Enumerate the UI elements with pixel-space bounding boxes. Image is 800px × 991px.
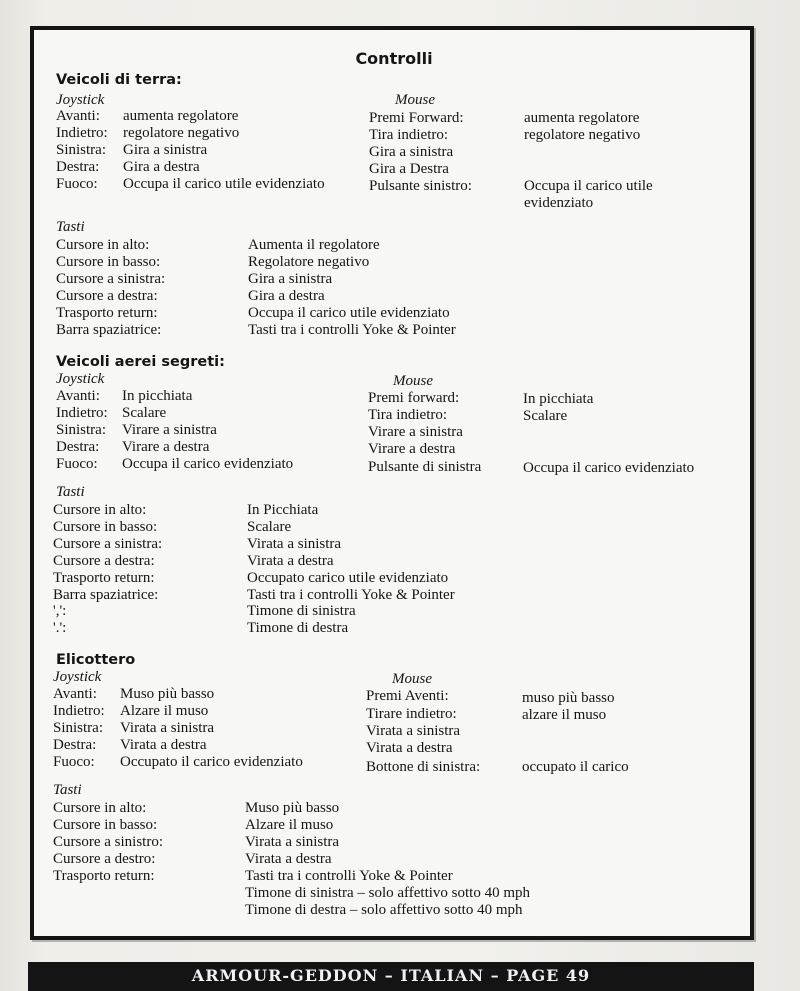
mouse-action: In picchiata <box>523 391 594 407</box>
joystick-action: Gira a sinistra <box>123 142 208 158</box>
joystick-label: Joystick <box>56 371 105 387</box>
mouse-action: Scalare <box>523 408 568 424</box>
key-action: Timone di sinistra – solo affettivo sotto 40 mph <box>245 885 531 901</box>
key-action: Virata a sinistra <box>245 834 340 850</box>
key-action: Occupa il carico utile evidenziato <box>248 305 450 321</box>
key-action: Tasti tra i controlli Yoke & Pointer <box>245 868 453 884</box>
key-action: Timone di destra – solo affettivo sotto 40 mph <box>245 902 523 918</box>
joystick-key: Avanti: <box>53 686 97 702</box>
joystick-action: Alzare il muso <box>120 703 209 719</box>
key-name: Cursore in alto: <box>53 800 147 816</box>
joystick-key: Destra: <box>56 439 100 455</box>
joystick-action: Virata a sinistra <box>120 720 215 736</box>
joystick-key: Indietro: <box>53 703 105 719</box>
key-action: Muso più basso <box>245 800 340 816</box>
joystick-action: Virare a destra <box>122 439 210 455</box>
mouse-action: Occupa il carico evidenziato <box>523 460 695 476</box>
key-action: Occupato carico utile evidenziato <box>247 570 449 586</box>
joystick-key: Sinistra: <box>56 142 107 158</box>
key-action: Alzare il muso <box>245 817 334 833</box>
mouse-key: Virare a destra <box>368 441 456 457</box>
mouse-action: aumenta regolatore <box>524 110 640 126</box>
key-action: Gira a destra <box>248 288 325 304</box>
section-heading-air: Veicoli aerei segreti: <box>56 354 225 370</box>
keys-label: Tasti <box>56 219 85 235</box>
mouse-key: Pulsante di sinistra <box>368 459 482 475</box>
mouse-label: Mouse <box>392 671 432 687</box>
mouse-key: Pulsante sinistro: <box>369 178 472 194</box>
mouse-action: Occupa il carico utile <box>524 178 653 194</box>
joystick-action: Gira a destra <box>123 159 200 175</box>
key-name: ',': <box>53 603 67 619</box>
key-action: Virata a sinistra <box>247 536 342 552</box>
joystick-key: Fuoco: <box>56 456 98 472</box>
mouse-action: regolatore negativo <box>524 127 641 143</box>
mouse-key: Tira indietro: <box>368 407 448 423</box>
key-name: Cursore a destra: <box>53 553 155 569</box>
key-action: Timone di destra <box>247 620 349 636</box>
joystick-key: Fuoco: <box>53 754 95 770</box>
page-title: Controlli <box>355 49 433 68</box>
key-name: Trasporto return: <box>56 305 158 321</box>
key-action: Timone di sinistra <box>247 603 356 619</box>
key-name: Barra spaziatrice: <box>53 587 159 603</box>
key-name: Trasporto return: <box>53 570 155 586</box>
section-heading-helicopter: Elicottero <box>56 652 136 668</box>
joystick-action: Virare a sinistra <box>122 422 217 438</box>
mouse-key: Virare a sinistra <box>368 424 463 440</box>
page-footer: ARMOUR-GEDDON – ITALIAN – PAGE 49 <box>191 966 591 985</box>
mouse-key: Bottone di sinistra: <box>366 759 481 775</box>
mouse-key: Gira a Destra <box>369 161 449 177</box>
mouse-key: Premi Forward: <box>369 110 464 126</box>
section-heading-ground: Veicoli di terra: <box>56 72 182 88</box>
joystick-action: Occupa il carico utile evidenziato <box>123 176 325 192</box>
key-name: Cursore a destra: <box>56 288 158 304</box>
keys-label: Tasti <box>56 484 85 500</box>
key-action: Tasti tra i controlli Yoke & Pointer <box>248 322 456 338</box>
mouse-action: muso più basso <box>522 690 615 706</box>
key-action: Gira a sinistra <box>248 271 333 287</box>
joystick-key: Fuoco: <box>56 176 98 192</box>
mouse-key: Premi forward: <box>368 390 460 406</box>
key-name: Cursore in basso: <box>56 254 161 270</box>
key-name: Cursore a destro: <box>53 851 156 867</box>
joystick-action: Occupa il carico evidenziato <box>122 456 294 472</box>
key-name: '.': <box>53 620 67 636</box>
joystick-key: Avanti: <box>56 388 100 404</box>
joystick-action: In picchiata <box>122 388 193 404</box>
key-name: Trasporto return: <box>53 868 155 884</box>
joystick-action: Virata a destra <box>120 737 207 753</box>
joystick-action: Muso più basso <box>120 686 215 702</box>
key-name: Barra spaziatrice: <box>56 322 162 338</box>
mouse-key: Premi Aventi: <box>366 688 449 704</box>
key-action: In Picchiata <box>247 502 319 518</box>
key-action: Scalare <box>247 519 292 535</box>
key-name: Cursore a sinistra: <box>53 536 163 552</box>
key-action: Aumenta il regolatore <box>248 237 380 253</box>
joystick-key: Sinistra: <box>56 422 107 438</box>
joystick-label: Joystick <box>56 92 105 108</box>
joystick-action: Scalare <box>122 405 167 421</box>
joystick-action: aumenta regolatore <box>123 108 239 124</box>
joystick-action: Occupato il carico evidenziato <box>120 754 303 770</box>
mouse-key: Gira a sinistra <box>369 144 454 160</box>
mouse-action: occupato il carico <box>522 759 629 775</box>
mouse-label: Mouse <box>393 373 433 389</box>
joystick-action: regolatore negativo <box>123 125 240 141</box>
key-action: Tasti tra i controlli Yoke & Pointer <box>247 587 455 603</box>
mouse-label: Mouse <box>395 92 435 108</box>
key-action: Virata a destra <box>247 553 334 569</box>
key-name: Cursore in alto: <box>53 502 147 518</box>
key-action: Regolatore negativo <box>248 254 370 270</box>
key-action: Virata a destra <box>245 851 332 867</box>
mouse-key: Tira indietro: <box>369 127 449 143</box>
joystick-key: Destra: <box>56 159 100 175</box>
mouse-action: alzare il muso <box>522 707 607 723</box>
key-name: Cursore a sinistro: <box>53 834 163 850</box>
mouse-key: Tirare indietro: <box>366 706 457 722</box>
joystick-key: Avanti: <box>56 108 100 124</box>
mouse-action-continued: evidenziato <box>524 195 594 211</box>
key-name: Cursore in alto: <box>56 237 150 253</box>
joystick-key: Indietro: <box>56 125 108 141</box>
keys-label: Tasti <box>53 782 82 798</box>
mouse-key: Virata a destra <box>366 740 453 756</box>
mouse-key: Virata a sinistra <box>366 723 461 739</box>
key-name: Cursore in basso: <box>53 519 158 535</box>
joystick-label: Joystick <box>53 669 102 685</box>
joystick-key: Sinistra: <box>53 720 104 736</box>
joystick-key: Destra: <box>53 737 97 753</box>
key-name: Cursore a sinistra: <box>56 271 166 287</box>
joystick-key: Indietro: <box>56 405 108 421</box>
key-name: Cursore in basso: <box>53 817 158 833</box>
